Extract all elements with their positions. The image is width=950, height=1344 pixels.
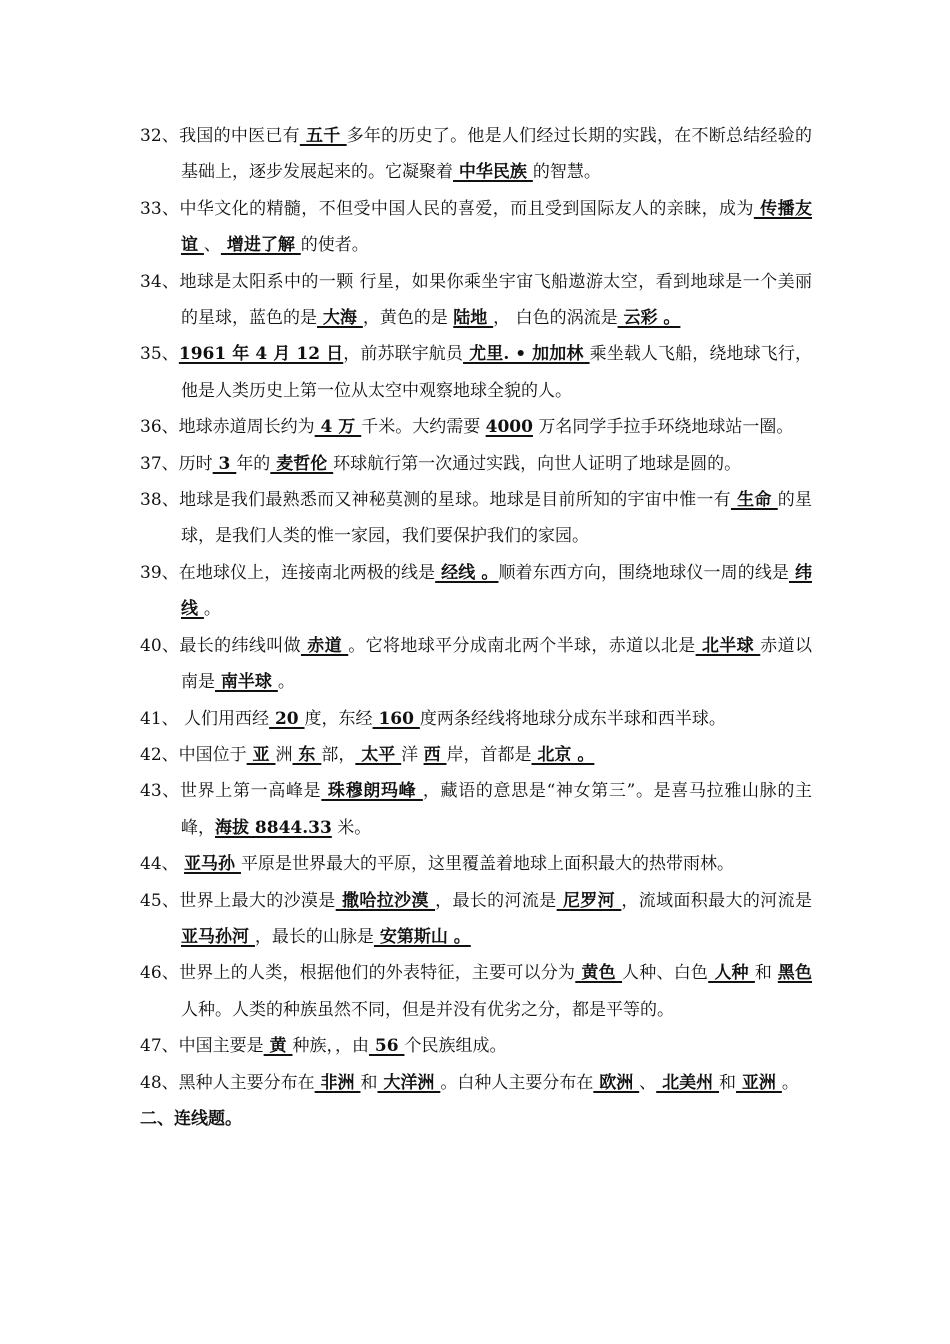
question-item bbox=[140, 773, 812, 846]
question-text: 46、世界上的人类，根据他们的外表特征，主要可以分为 bbox=[140, 963, 576, 984]
question-text: 的星球，是我们人类的惟一家园，我们要保护我们的家园。 bbox=[181, 490, 813, 547]
question-text: 多年的历史了。他是人们经过长期的实践，在不断总结经验的基础上，逐步发展起来的。它凝聚着 bbox=[181, 126, 812, 183]
answer-text: 增进了解 bbox=[220, 235, 301, 256]
answer-text: 纬线 bbox=[181, 562, 813, 620]
question-text: ，藏语的意思是“神女第三”。是喜马拉雅山脉的主峰， bbox=[181, 781, 812, 838]
question-item bbox=[140, 336, 812, 409]
answer-text: 亚洲 bbox=[736, 1072, 782, 1093]
question-text: 和 bbox=[360, 1072, 378, 1093]
question-item bbox=[140, 264, 812, 337]
answer-text: 传播友谊 bbox=[181, 198, 812, 256]
answer-text: 生命 bbox=[730, 490, 778, 511]
question-item bbox=[140, 737, 812, 773]
question-item bbox=[140, 482, 812, 555]
answer-text: 56 bbox=[368, 1036, 405, 1057]
answer-text: 尤里. • 加加林 bbox=[463, 344, 590, 365]
question-text: 个民族组成。 bbox=[404, 1036, 507, 1057]
question-text: 36、地球赤道周长约为 bbox=[140, 417, 315, 438]
answer-text: 黄色 bbox=[575, 963, 623, 984]
question-text: 和 bbox=[719, 1072, 737, 1093]
question-text: 洲 bbox=[275, 744, 293, 765]
question-text: 和 bbox=[754, 963, 778, 984]
question-text: 。 bbox=[203, 599, 221, 620]
question-text: 的使者。 bbox=[300, 235, 369, 256]
question-item bbox=[140, 409, 812, 445]
question-text: 44、 bbox=[140, 854, 185, 875]
answer-text: 亚 bbox=[246, 744, 276, 765]
answer-text: 麦哲伦 bbox=[270, 453, 334, 474]
answer-text: 非洲 bbox=[314, 1072, 361, 1093]
question-text: 33、中华文化的精髓，不但受中国人民的喜爱，而且受到国际友人的亲睐，成为 bbox=[140, 198, 754, 219]
question-item bbox=[140, 883, 812, 956]
answer-text: 大洋洲 bbox=[377, 1072, 441, 1093]
question-item bbox=[140, 555, 812, 628]
question-text: 。 bbox=[781, 1072, 799, 1093]
question-text: 34、地球是太阳系中的一颗 行星，如果你乘坐宇宙飞船遨游太空，看到地球是一个美丽的星球，蓝色的是 bbox=[140, 271, 812, 329]
question-item bbox=[140, 628, 812, 701]
section-heading: 二、连线题。 bbox=[140, 1108, 242, 1129]
question-text: ， 白色的涡流是 bbox=[493, 308, 618, 329]
answer-text: 北半球 bbox=[695, 635, 761, 656]
question-text: 47、中国主要是 bbox=[140, 1036, 264, 1057]
answer-text: 中华民族 bbox=[453, 162, 533, 183]
question-text: 米。 bbox=[331, 817, 372, 838]
question-text: 41、 人们用西经 bbox=[140, 708, 270, 729]
answer-text: 4 万 bbox=[314, 417, 362, 438]
question-text: 37、历时 bbox=[140, 453, 213, 474]
question-text: 、 bbox=[639, 1072, 657, 1093]
question-text: 环球航行第一次通过实践，向世人证明了地球是圆的。 bbox=[333, 453, 742, 474]
answer-text: 撒哈拉沙漠 bbox=[335, 890, 436, 911]
question-item bbox=[140, 846, 812, 882]
question-text: ，前苏联宇航员 bbox=[343, 344, 464, 365]
answer-text: 北京 。 bbox=[531, 744, 595, 765]
answer-text: 安第斯山 。 bbox=[373, 926, 471, 947]
question-item bbox=[140, 446, 812, 482]
question-text: 赤道以南是 bbox=[181, 635, 812, 693]
question-item bbox=[140, 955, 812, 1028]
answer-text: 黑色 bbox=[777, 963, 813, 984]
question-item bbox=[140, 118, 812, 191]
question-text: 度两条经线将地球分成东半球和西半球。 bbox=[419, 708, 726, 729]
question-text: ，最长的山脉是 bbox=[254, 926, 374, 947]
question-text: 年的 bbox=[236, 453, 271, 474]
answer-text: 经线 。 bbox=[435, 562, 499, 583]
question-list bbox=[140, 118, 812, 1137]
answer-text: 亚马孙河 bbox=[181, 926, 255, 947]
answer-text: 3 bbox=[212, 453, 237, 474]
question-text: 39、在地球仪上，连接南北两极的线是 bbox=[140, 562, 436, 583]
question-text: 38、地球是我们最熟悉而又神秘莫测的星球。地球是目前所知的宇宙中惟一有 bbox=[140, 490, 731, 511]
answer-text: 五千 bbox=[299, 126, 347, 146]
question-text: 42、中国位于 bbox=[140, 744, 247, 765]
question-text: 岸，首都是 bbox=[446, 744, 532, 765]
question-text: 。它将地球平分成南北两个半球，赤道以北是 bbox=[348, 635, 696, 656]
question-text: 48、黑种人主要分布在 bbox=[140, 1072, 315, 1093]
question-text: 的智慧。 bbox=[532, 162, 601, 183]
question-text: 32、我国的中医已有 bbox=[140, 126, 300, 146]
answer-text: 南半球 bbox=[215, 672, 278, 693]
answer-text: 160 bbox=[372, 708, 420, 729]
question-text: 种族，，由 bbox=[292, 1036, 369, 1057]
answer-text: 欧洲 bbox=[593, 1072, 640, 1093]
answer-text: 云彩 。 bbox=[617, 308, 681, 329]
question-text: 40、最长的纬线叫做 bbox=[140, 635, 301, 656]
question-text: 人种。人类的种族虽然不同，但是并没有优劣之分，都是平等的。 bbox=[181, 999, 674, 1020]
question-text: ，最长的河流是 bbox=[435, 890, 557, 911]
answer-text: 人种 bbox=[708, 963, 755, 984]
question-text: ，黄色的是 bbox=[362, 308, 454, 329]
question-text: 人种、白色 bbox=[622, 963, 709, 984]
question-text: 43、世界上第一高峰是 bbox=[140, 781, 322, 802]
question-text: 洋 bbox=[401, 744, 424, 765]
question-item bbox=[140, 1028, 812, 1064]
question-text: 乘坐载人飞船，绕地球飞行，他是人类历史上第一位从太空中观察地球全貌的人。 bbox=[181, 344, 812, 401]
answer-text: 西 bbox=[423, 744, 447, 765]
question-text: 部， bbox=[321, 744, 356, 765]
answer-text: 陆地 bbox=[453, 308, 494, 329]
answer-text: 珠穆朗玛峰 bbox=[321, 781, 423, 802]
question-item bbox=[140, 701, 812, 737]
answer-text: 太平 bbox=[355, 744, 402, 765]
answer-text: 4000 bbox=[485, 417, 533, 438]
question-text: 45、世界上最大的沙漠是 bbox=[140, 890, 336, 911]
answer-text: 赤道 bbox=[300, 635, 349, 656]
question-text: ，流域面积最大的河流是 bbox=[621, 890, 812, 911]
answer-text: 大海 bbox=[317, 308, 363, 329]
question-text: 万名同学手拉手环绕地球站一圈。 bbox=[532, 417, 794, 438]
answer-text: 亚马孙 bbox=[184, 854, 241, 875]
question-text: 平原是世界最大的平原，这里覆盖着地球上面积最大的热带雨林。 bbox=[240, 854, 734, 875]
question-text: 。白种人主要分布在 bbox=[440, 1072, 594, 1093]
answer-text: 20 bbox=[269, 708, 305, 729]
fill-in-questions bbox=[140, 118, 812, 1101]
answer-text: 尼罗河 bbox=[556, 890, 622, 911]
answer-text: 北美州 bbox=[656, 1072, 720, 1093]
question-text: 、 bbox=[203, 235, 221, 256]
question-text: 千米。大约需要 bbox=[361, 417, 486, 438]
answer-text: 1961 年 4 月 12 日 bbox=[178, 344, 344, 365]
question-text: 度，东经 bbox=[304, 708, 373, 729]
question-item bbox=[140, 1065, 812, 1101]
answer-text: 黄 bbox=[263, 1036, 293, 1057]
question-text: 顺着东西方向，围绕地球仪一周的线是 bbox=[498, 562, 789, 583]
answer-text: 海拔 8844.33 bbox=[215, 817, 332, 838]
question-text: 。 bbox=[277, 672, 295, 693]
answer-text: 东 bbox=[292, 744, 322, 765]
question-item bbox=[140, 191, 812, 264]
question-text: 35、 bbox=[140, 344, 179, 365]
